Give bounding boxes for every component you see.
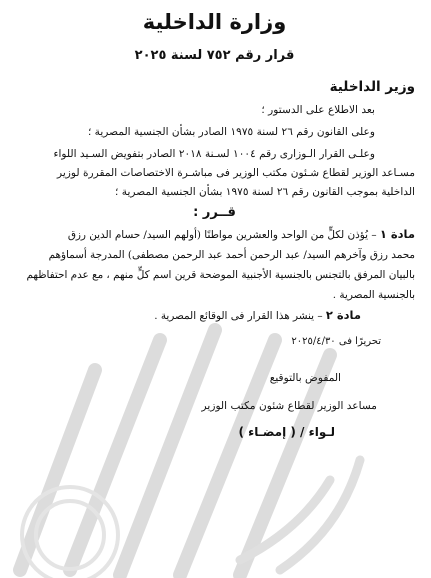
article-1-text: – يُؤذن لكلٍّ من الواحد والعشرين مواطنًا (أولهم السيد/ حسام الدين رزق [67, 229, 380, 241]
article-1-label: مادة ١ [379, 227, 415, 241]
article-1-line: محمد رزق وآخرهم السيد/ عبد الرحمن أحمد عبد الرحمن مصطفى) المدرجة أسماؤهم [48, 249, 415, 261]
preamble-line: وعلـى القرار الـوزارى رقم ١٠٠٤ لسـنة ٢٠١٨ الصادر بتفويض السـيد اللواء [53, 148, 375, 160]
preamble-line: بعد الاطلاع على الدستور ؛ [261, 104, 375, 116]
ministry-title: وزارة الداخلية [142, 10, 287, 34]
minister-heading: وزير الداخلية [329, 79, 415, 95]
decision-number-title: قرار رقم ٧٥٢ لسنة ٢٠٢٥ [134, 48, 295, 63]
signature-role: المفوض بالتوقيع [269, 372, 341, 384]
signature-title: مساعد الوزير لقطاع شئون مكتب الوزير [201, 400, 377, 412]
preamble-line: الداخلية بموجب القانون رقم ٢٦ لسنة ١٩٧٥ بشأن الجنسية المصرية ؛ [115, 186, 415, 198]
article-2-text: – ينشر هذا القرار فى الوقائع المصرية . [154, 310, 326, 322]
decides-heading: قــرر : [193, 205, 236, 220]
article-2-line [14, 305, 415, 326]
signature-name: لـواء / ( إمضـاء ) [238, 425, 335, 439]
article-2-label: مادة ٢ [325, 308, 361, 322]
preamble-line: مسـاعد الوزير لقطاع شـئون مكتب الوزير فى مباشـرة الاختصاصات المقررة لوزير [57, 167, 415, 179]
article-1-first-line [14, 224, 415, 245]
article-1-line: بالبيان المرفق بالتجنس بالجنسية الأجنبية الموضحة قرين اسم كلٍّ منهم ، مع عدم احتفاظهم [26, 269, 415, 281]
issue-date: تحريرًا فى ٢٠٢٥/٤/٣٠ [291, 336, 381, 347]
preamble-line: وعلى القانون رقم ٢٦ لسنة ١٩٧٥ الصادر بشأن الجنسية المصرية ؛ [87, 126, 375, 138]
article-1-line: بالجنسية المصرية . [332, 289, 415, 301]
